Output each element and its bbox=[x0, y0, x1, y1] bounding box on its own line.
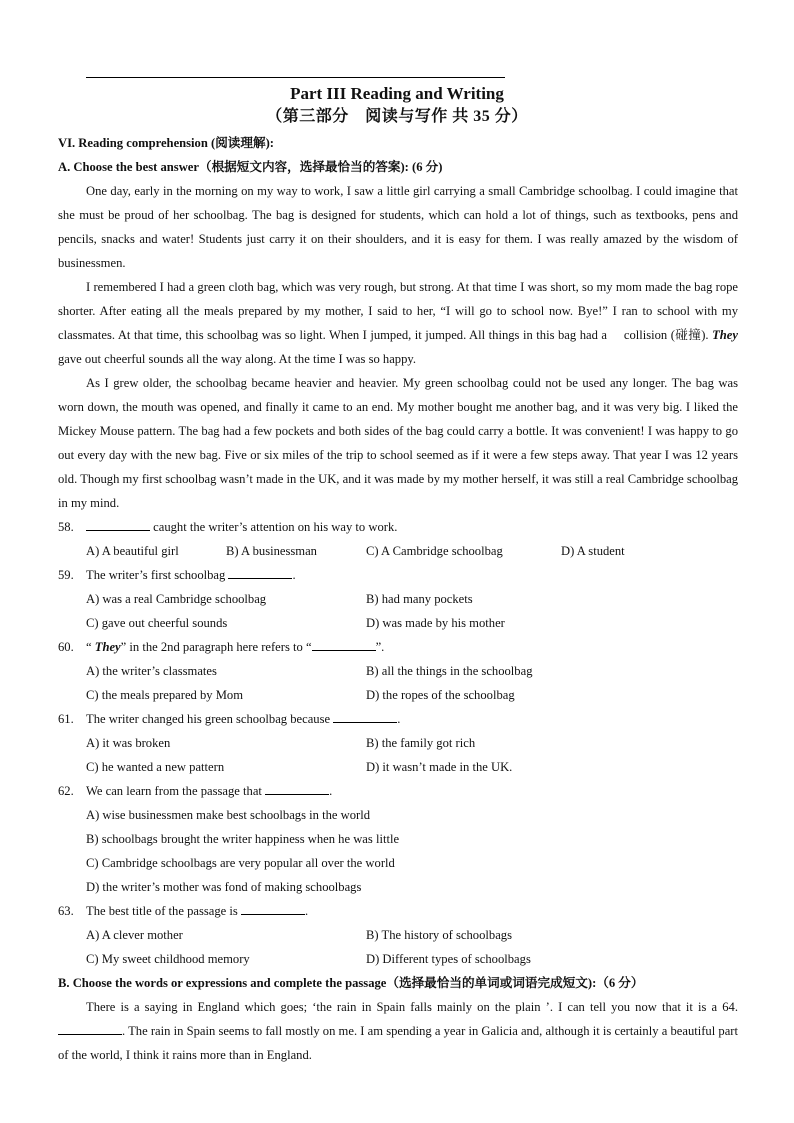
option-a[interactable]: A) the writer’s classmates bbox=[86, 664, 217, 678]
page-title: Part III Reading and Writing bbox=[290, 84, 504, 103]
option-c[interactable]: C) the meals prepared by Mom bbox=[86, 688, 244, 702]
section-b-paragraph: There is a saying in England which goes; ‘the rain in Spain falls mainly on the plain ’. I can tell you now that it is a 64.. The rain in Spain seems to fall mostly on me. I am spending a year in Galicia and, although it is certainly a beautiful part of the world, I think it rains more than in England. bbox=[58, 1000, 738, 1062]
answer-blank[interactable] bbox=[241, 900, 305, 915]
options-62-c bbox=[58, 851, 738, 875]
question-stem: The writer changed his green schoolbag because . bbox=[86, 707, 400, 731]
question-number: 58. bbox=[58, 520, 74, 534]
section-b-heading: B. Choose the words or expressions and complete the passage（选择最恰当的单词或词语完成短文):（6 分） bbox=[58, 976, 644, 990]
question-stem: We can learn from the passage that . bbox=[86, 779, 332, 803]
options-60-row-1 bbox=[58, 659, 738, 683]
option-a[interactable]: A) it was broken bbox=[86, 736, 171, 750]
option-c[interactable]: C) A Cambridge schoolbag bbox=[366, 544, 503, 558]
paragraph-2-they: They bbox=[712, 328, 738, 342]
question-stem: caught the writer’s attention on his way to work. bbox=[86, 515, 397, 539]
answer-blank[interactable] bbox=[312, 636, 376, 651]
question-stem: “ They” in the 2nd paragraph here refers to “ ”. bbox=[86, 635, 384, 659]
section-vi-heading: VI. Reading comprehension (阅读理解): bbox=[58, 136, 274, 150]
paragraph-2-start: I remembered I had a green cloth bag, which was very rough, but strong. At that time I was short, so my mom made the bag rope shorter. After eating all the meals prepared by my mother, I said to her, “I will go to school now. Bye!” I ran to school with my classmates. At that time, this schoolbag was so light. When I jumped, it jumped. All things in this bag had a collision (碰撞). bbox=[58, 280, 738, 342]
option-d[interactable]: D) was made by his mother bbox=[366, 616, 505, 630]
passage-paragraph-2 bbox=[58, 275, 738, 371]
section-a-heading: A. Choose the best answer（根据短文内容，选择最恰当的答案): (6 分) bbox=[58, 160, 443, 174]
options-59-row-1 bbox=[58, 587, 738, 611]
option-d[interactable]: D) Different types of schoolbags bbox=[366, 952, 531, 966]
passage-paragraph-3: As I grew older, the schoolbag became heavier and heavier. My green schoolbag could not be used any longer. The bag was worn down, the mouth was opened, and finally it came to an end. My mother bought me another bag, and it was very big. I liked the Mickey Mouse pattern. The bag had a few pockets and both sides of the bag could carry a bottle. It was convenient! I was happy to go out every day with the new bag. Five or six miles of the trip to school seemed as if it were a few steps away. That year I was 12 years old. Though my first schoolbag wasn’t made in the UK, and it was made by my mother herself, it was still a real Cambridge schoolbag in my mind. bbox=[58, 376, 738, 510]
question-61 bbox=[58, 707, 738, 731]
option-a[interactable]: A) wise businessmen make best schoolbags in the world bbox=[86, 808, 371, 822]
paragraph-2-end: gave out cheerful sounds all the way along. At the time I was so happy. bbox=[58, 352, 417, 366]
question-number: 59. bbox=[58, 568, 74, 582]
question-stem: The writer’s first schoolbag . bbox=[86, 563, 296, 587]
question-number: 63. bbox=[58, 904, 74, 918]
options-63-row-2 bbox=[58, 947, 738, 971]
options-62-a bbox=[58, 803, 738, 827]
options-62-b bbox=[58, 827, 738, 851]
answer-blank-64[interactable] bbox=[58, 1020, 122, 1035]
option-b[interactable]: B) A businessman bbox=[226, 544, 317, 558]
answer-blank[interactable] bbox=[228, 564, 292, 579]
options-61-row-2 bbox=[58, 755, 738, 779]
option-d[interactable]: D) it wasn’t made in the UK. bbox=[366, 760, 513, 774]
option-c[interactable]: C) Cambridge schoolbags are very popular all over the world bbox=[86, 856, 395, 870]
options-58 bbox=[58, 539, 738, 563]
option-b[interactable]: B) all the things in the schoolbag bbox=[366, 664, 533, 678]
answer-blank[interactable] bbox=[265, 780, 329, 795]
question-60 bbox=[58, 635, 738, 659]
options-62-d bbox=[58, 875, 738, 899]
option-c[interactable]: C) My sweet childhood memory bbox=[86, 952, 250, 966]
answer-blank[interactable] bbox=[333, 708, 397, 723]
option-c[interactable]: C) he wanted a new pattern bbox=[86, 760, 225, 774]
question-number: 62. bbox=[58, 784, 74, 798]
option-d[interactable]: D) the ropes of the schoolbag bbox=[366, 688, 515, 702]
answer-blank[interactable] bbox=[86, 516, 150, 531]
options-60-row-2 bbox=[58, 683, 738, 707]
question-63 bbox=[58, 899, 738, 923]
question-62 bbox=[58, 779, 738, 803]
question-number: 60. bbox=[58, 640, 74, 654]
options-63-row-1 bbox=[58, 923, 738, 947]
passage-paragraph-1: One day, early in the morning on my way to work, I saw a little girl carrying a small Cambridge schoolbag. I could imagine that she must be proud of her schoolbag. The bag is designed for students, which can hold a lot of things, such as textbooks, pens and pencils, snacks and water! Students just carry it on their shoulders, and it is easy for them. I was really amazed by the wisdom of businessmen. bbox=[58, 184, 738, 270]
options-61-row-1 bbox=[58, 731, 738, 755]
option-a[interactable]: A) was a real Cambridge schoolbag bbox=[86, 592, 267, 606]
options-59-row-2 bbox=[58, 611, 738, 635]
option-b[interactable]: B) the family got rich bbox=[366, 736, 476, 750]
page-subtitle: （第三部分 阅读与写作 共 35 分） bbox=[266, 108, 528, 125]
question-number: 61. bbox=[58, 712, 74, 726]
option-d[interactable]: D) the writer’s mother was fond of making schoolbags bbox=[86, 880, 362, 894]
option-d[interactable]: D) A student bbox=[561, 544, 625, 558]
header-rule bbox=[86, 77, 505, 78]
option-b[interactable]: B) had many pockets bbox=[366, 592, 473, 606]
option-c[interactable]: C) gave out cheerful sounds bbox=[86, 616, 228, 630]
option-a[interactable]: A) A clever mother bbox=[86, 928, 183, 942]
question-59 bbox=[58, 563, 738, 587]
option-b[interactable]: B) schoolbags brought the writer happiness when he was little bbox=[86, 832, 400, 846]
question-58 bbox=[58, 515, 738, 539]
option-b[interactable]: B) The history of schoolbags bbox=[366, 928, 512, 942]
content bbox=[58, 131, 738, 1067]
blank-number: 64. bbox=[722, 1000, 738, 1014]
question-stem: The best title of the passage is . bbox=[86, 899, 308, 923]
option-a[interactable]: A) A beautiful girl bbox=[86, 544, 179, 558]
